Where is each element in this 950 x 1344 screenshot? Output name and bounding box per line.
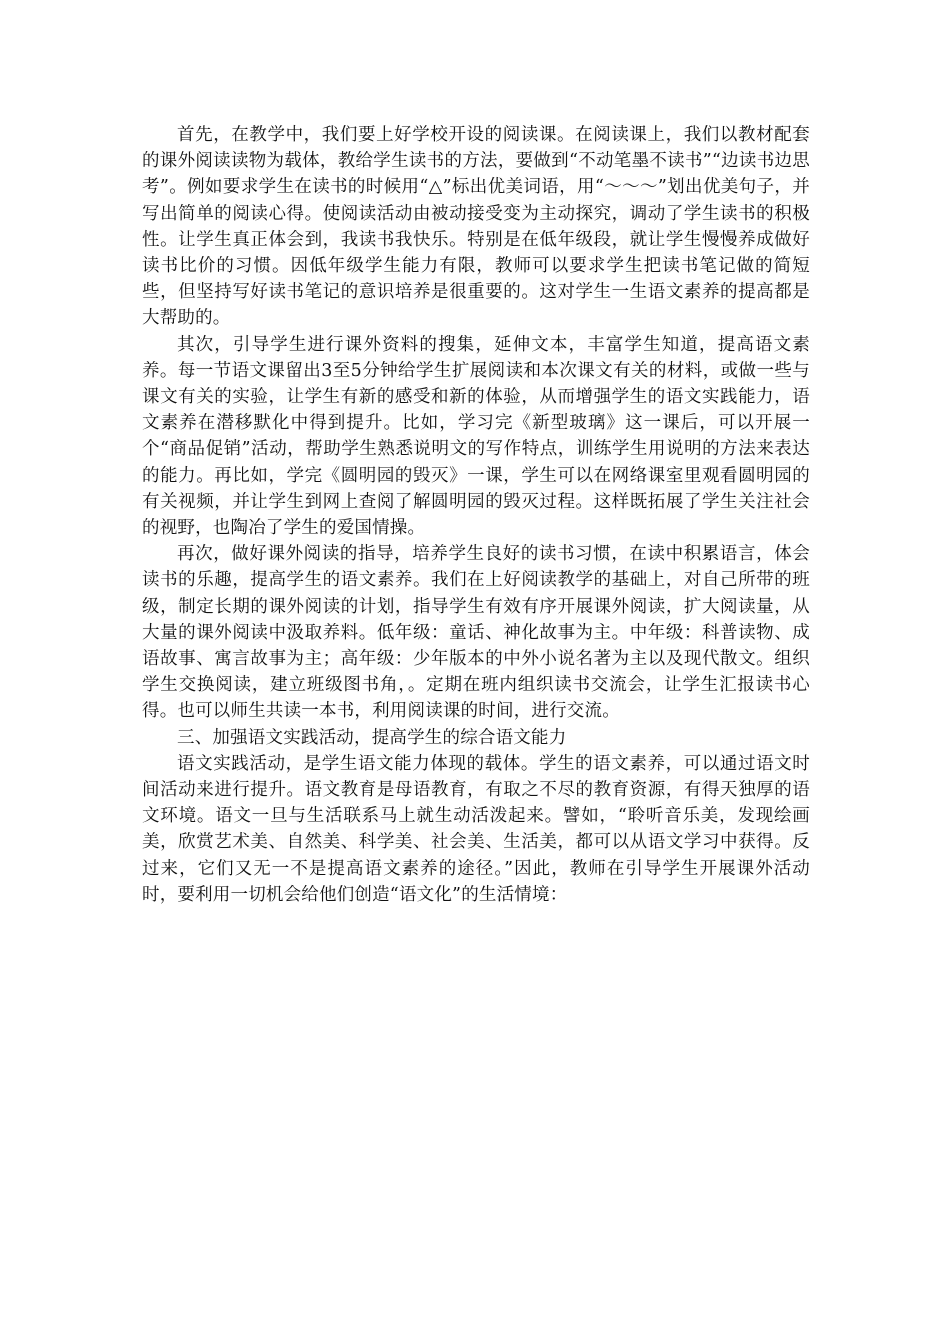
- section-heading: 三、加强语文实践活动，提高学生的综合语文能力: [177, 727, 567, 748]
- paragraph-extracurricular-materials: 其次，引导学生进行课外资料的搜集，延伸文本，丰富学生知道，提高语文素养。每一节语文课留出3至5分钟给学生扩展阅读和本次课文有关的材料，或做一些与课文有关的实验，让学生有新的感受和新的体验，从而增强学生的语文实践能力，语文素养在潜移默化中得到提升。比如，学习完《新型玻璃》这一课后，可以开展一个“商品促销”活动，帮助学生熟悉说明文的写作特点，训练学生用说明的方法来表达的能力。再比如，学完《圆明园的毁灭》一课，学生可以在网络课室里观看圆明园的有关视频，并让学生到网上查阅了解圆明园的毁灭过程。这样既拓展了学生关注社会的视野，也陶冶了学生的爱国情操。: [142, 334, 810, 539]
- paragraph-reading-class: 首先，在教学中，我们要上好学校开设的阅读课。在阅读课上，我们以教材配套的课外阅读读物为载体，教给学生读书的方法，要做到“不动笔墨不读书”“边读书边思考”。例如要求学生在读书的时候用“△”标出优美词语，用“～～～”划出优美句子，并写出简单的阅读心得。使阅读活动由被动接受变为主动探究，调动了学生读书的积极性。让学生真正体会到，我读书我快乐。特别是在低年级段，就让学生慢慢养成做好读书比价的习惯。因低年级学生能力有限，教师可以要求学生把读书笔记做的简短些，但坚持写好读书笔记的意识培养是很重要的。这对学生一生语文素养的提高都是大帮助的。: [142, 125, 810, 329]
- paragraph-reading-guidance: 再次，做好课外阅读的指导，培养学生良好的读书习惯，在读中积累语言，体会读书的乐趣，提高学生的语文素养。我们在上好阅读教学的基础上，对自己所带的班级，制定长期的课外阅读的计划，指导学生有效有序开展课外阅读，扩大阅读量，从大量的课外阅读中汲取养料。低年级：童话、神化故事为主。中年级：科普读物、成语故事、寓言故事为主；高年级：少年版本的中外小说名著为主以及现代散文。组织学生交换阅读，建立班级图书角，。定期在班内组织读书交流会，让学生汇报读书心得。也可以师生共读一本书，利用阅读课的时间，进行交流。: [142, 544, 810, 722]
- paragraph-practice-activities: 语文实践活动，是学生语文能力体现的载体。学生的语文素养，可以通过语文时间活动来进行提升。语文教育是母语教育，有取之不尽的教育资源，有得天独厚的语文环境。语文一旦与生活联系马上就生动活泼起来。譬如，“聆听音乐美，发现绘画美，欣赏艺术美、自然美、科学美、社会美、生活美，都可以从语文学习中获得。反过来，它们又无一不是提高语文素养的途径。”因此，教师在引导学生开展课外活动时，要利用一切机会给他们创造“语文化”的生活情境：: [142, 753, 810, 905]
- document-body: [142, 122, 810, 908]
